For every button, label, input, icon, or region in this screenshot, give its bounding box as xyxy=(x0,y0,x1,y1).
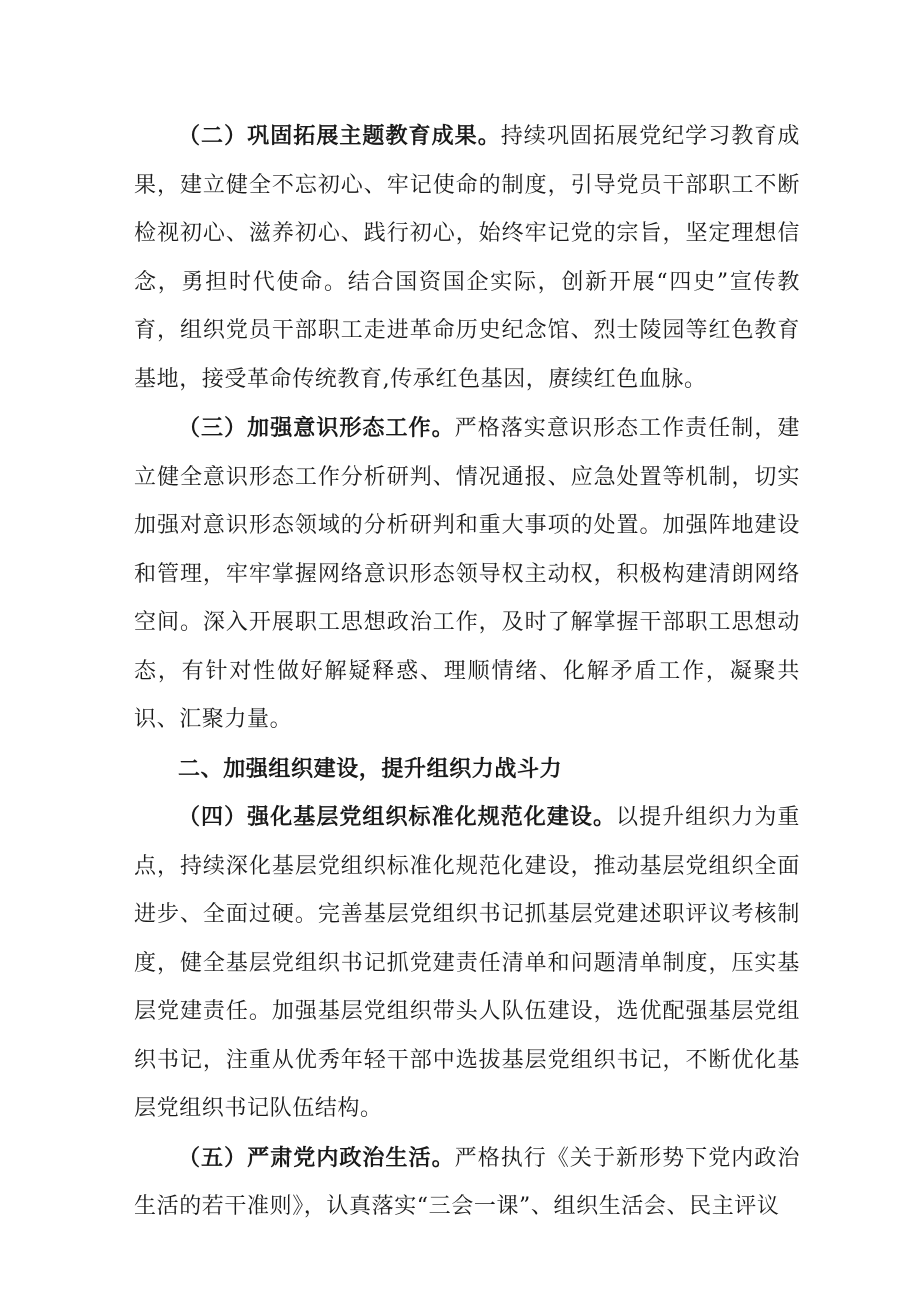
paragraph-3-lead: （三）加强意识形态工作。 xyxy=(178,415,455,441)
document-body xyxy=(134,112,800,1232)
paragraph-4 xyxy=(134,793,800,1134)
paragraph-3 xyxy=(134,404,800,745)
paragraph-4-body: 以提升组织力为重点，持续深化基层党组织标准化规范化建设，推动基层党组织全面进步、全面过硬。完善基层党组织书记抓基层党建述职评议考核制度，健全基层党组织书记抓党建责任清单和问题清单制度，压实基层党建责任。加强基层党组织带头人队伍建设，选优配强基层党组织书记，注重从优秀年轻干部中选拔基层党组织书记，不断优化基层党组织书记队伍结构。 xyxy=(134,805,800,1121)
paragraph-4-lead: （四）强化基层党组织标准化规范化建设。 xyxy=(178,804,617,830)
paragraph-5-body: 严格执行《关于新形势下党内政治生活的若干准则》，认真落实“三会一课”、组织生活会、民主评议 xyxy=(134,1145,800,1219)
paragraph-2 xyxy=(134,112,800,404)
paragraph-2-body: 持续巩固拓展党纪学习教育成果，建立健全不忘初心、牢记使命的制度，引导党员干部职工不断检视初心、滋养初心、践行初心，始终牢记党的宗旨，坚定理想信念，勇担时代使命。结合国资国企实际，创新开展“四史”宣传教育，组织党员干部职工走进革命历史纪念馆、烈士陵园等红色教育基地，接受革命传统教育,传承红色基因，赓续红色血脉。 xyxy=(134,124,800,392)
section-heading: 二、加强组织建设，提升组织力战斗力 xyxy=(178,755,563,782)
paragraph-3-body: 严格落实意识形态工作责任制，建立健全意识形态工作分析研判、情况通报、应急处置等机制，切实加强对意识形态领域的分析研判和重大事项的处置。加强阵地建设和管理，牢牢掌握网络意识形态领导权主动权，积极构建清朗网络空间。深入开展职工思想政治工作，及时了解掌握干部职工思想动态，有针对性做好解疑释惑、理顺情绪、化解矛盾工作，凝聚共识、汇聚力量。 xyxy=(134,416,800,732)
paragraph-5-lead: （五）严肃党内政治生活。 xyxy=(178,1144,455,1171)
paragraph-5 xyxy=(134,1134,800,1232)
paragraph-2-lead: （二）巩固拓展主题教育成果。 xyxy=(178,123,501,149)
